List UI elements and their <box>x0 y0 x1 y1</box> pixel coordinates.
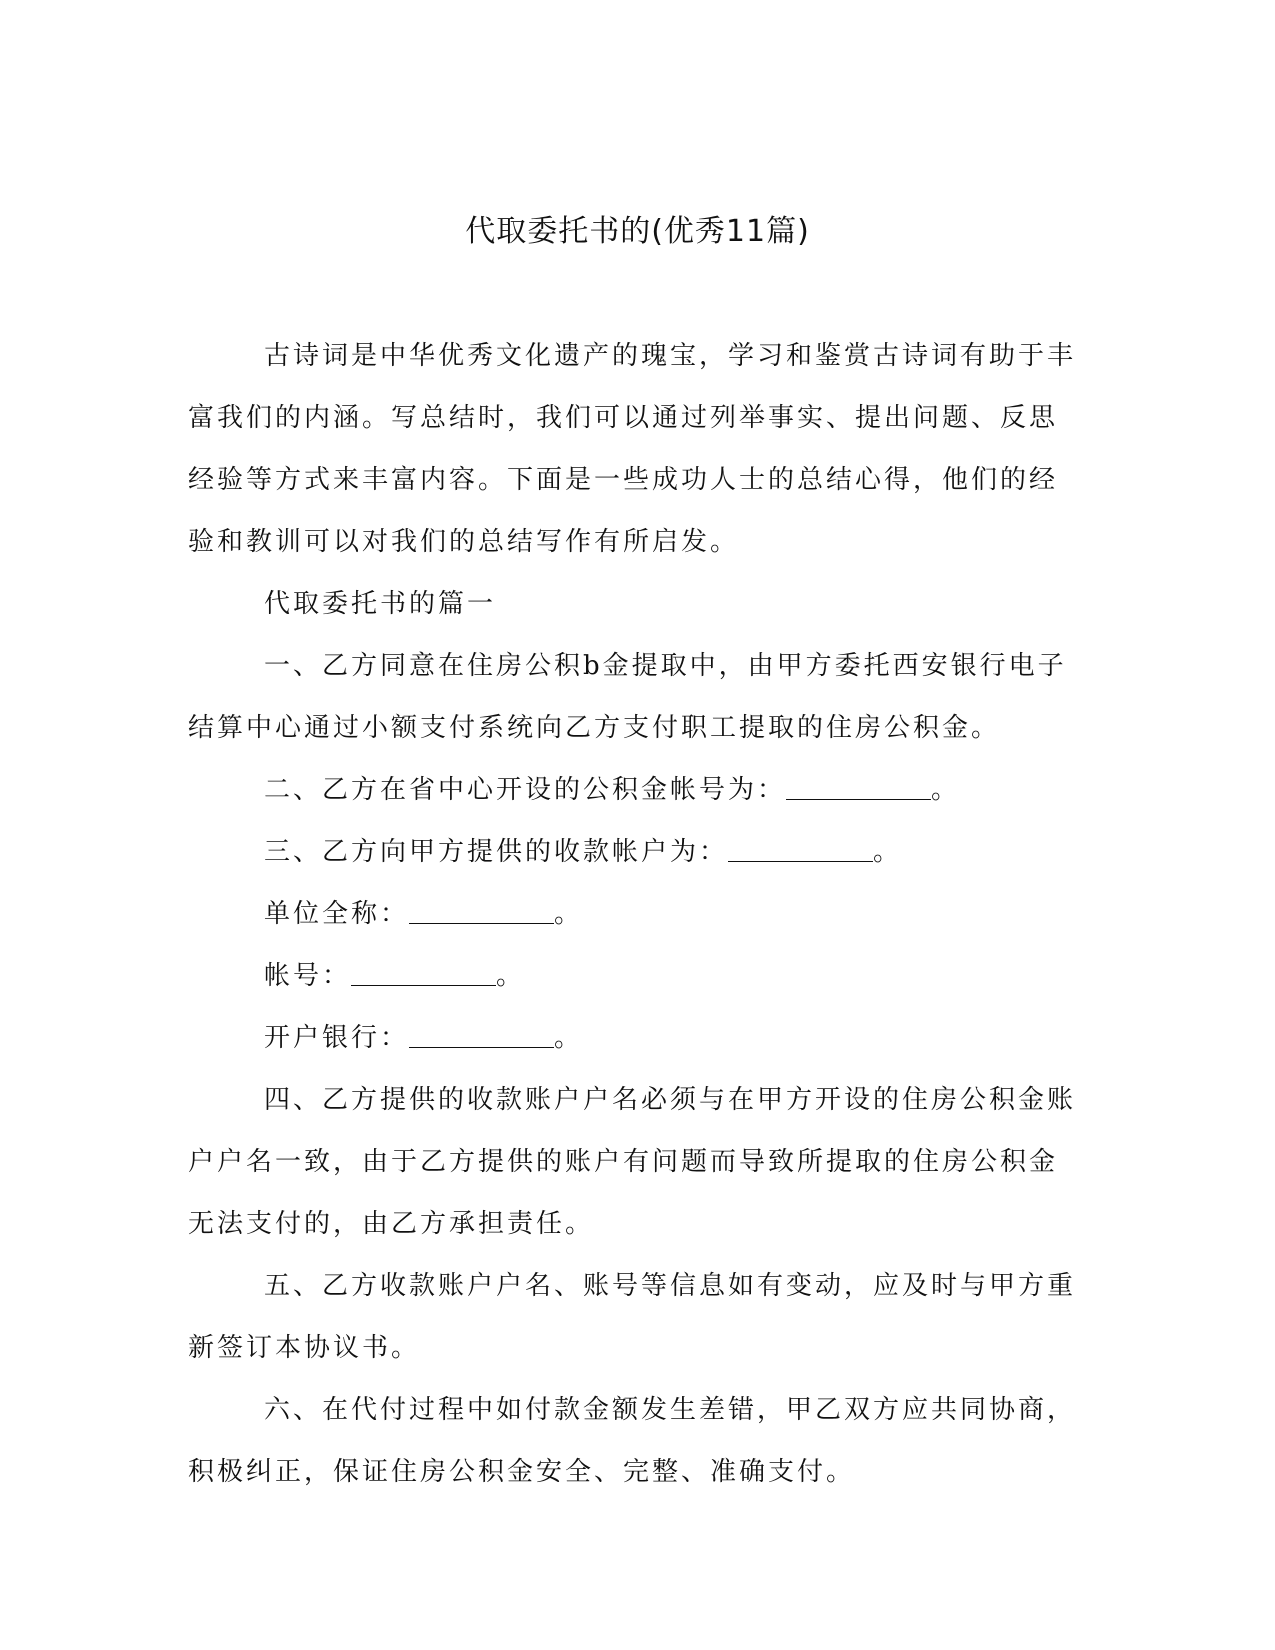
unit-name-line <box>188 883 1083 945</box>
bank-label: 开户银行： <box>264 1023 410 1053</box>
fund-account-blank <box>786 775 931 800</box>
bank-period: 。 <box>554 1023 584 1053</box>
unit-name-period: 。 <box>554 899 584 929</box>
account-number-period: 。 <box>496 961 526 991</box>
section-heading: 代取委托书的篇一 <box>264 589 497 619</box>
account-number-line <box>188 945 1083 1007</box>
bank-line <box>188 1007 1083 1069</box>
clause-2-label: 二、乙方在省中心开设的公积金帐号为： <box>264 775 787 805</box>
intro-paragraph: 古诗词是中华优秀文化遗产的瑰宝，学习和鉴赏古诗词有助于丰富我们的内涵。写总结时，我们可以通过列举事实、提出问题、反思经验等方式来丰富内容。下面是一些成功人士的总结心得，他们的经验和教训可以对我们的总结写作有所启发。 <box>188 341 1077 557</box>
clause-1: 一、乙方同意在住房公积b金提取中，由甲方委托西安银行电子结算中心通过小额支付系统向乙方支付职工提取的住房公积金。 <box>188 651 1067 743</box>
clause-6: 六、在代付过程中如付款金额发生差错，甲乙双方应共同协商，积极纠正，保证住房公积金安全、完整、准确支付。 <box>188 1395 1077 1487</box>
clause-2-period: 。 <box>931 775 961 805</box>
account-number-label: 帐号： <box>264 961 352 991</box>
document-title: 代取委托书的(优秀11篇) <box>465 214 810 249</box>
unit-name-blank <box>409 899 554 924</box>
clause-2 <box>188 759 1083 821</box>
account-number-blank <box>351 961 496 986</box>
clause-4: 四、乙方提供的收款账户户名必须与在甲方开设的住房公积金账户户名一致，由于乙方提供的账户有问题而导致所提取的住房公积金无法支付的，由乙方承担责任。 <box>188 1085 1077 1239</box>
clause-3 <box>188 821 1083 883</box>
clause-3-period: 。 <box>873 837 903 867</box>
bank-blank <box>409 1023 554 1048</box>
clause-3-label: 三、乙方向甲方提供的收款帐户为： <box>264 837 729 867</box>
document-body <box>188 325 1083 1503</box>
clause-5: 五、乙方收款账户户名、账号等信息如有变动，应及时与甲方重新签订本协议书。 <box>188 1271 1077 1363</box>
unit-name-label: 单位全称： <box>264 899 410 929</box>
receiving-account-blank <box>728 837 873 862</box>
